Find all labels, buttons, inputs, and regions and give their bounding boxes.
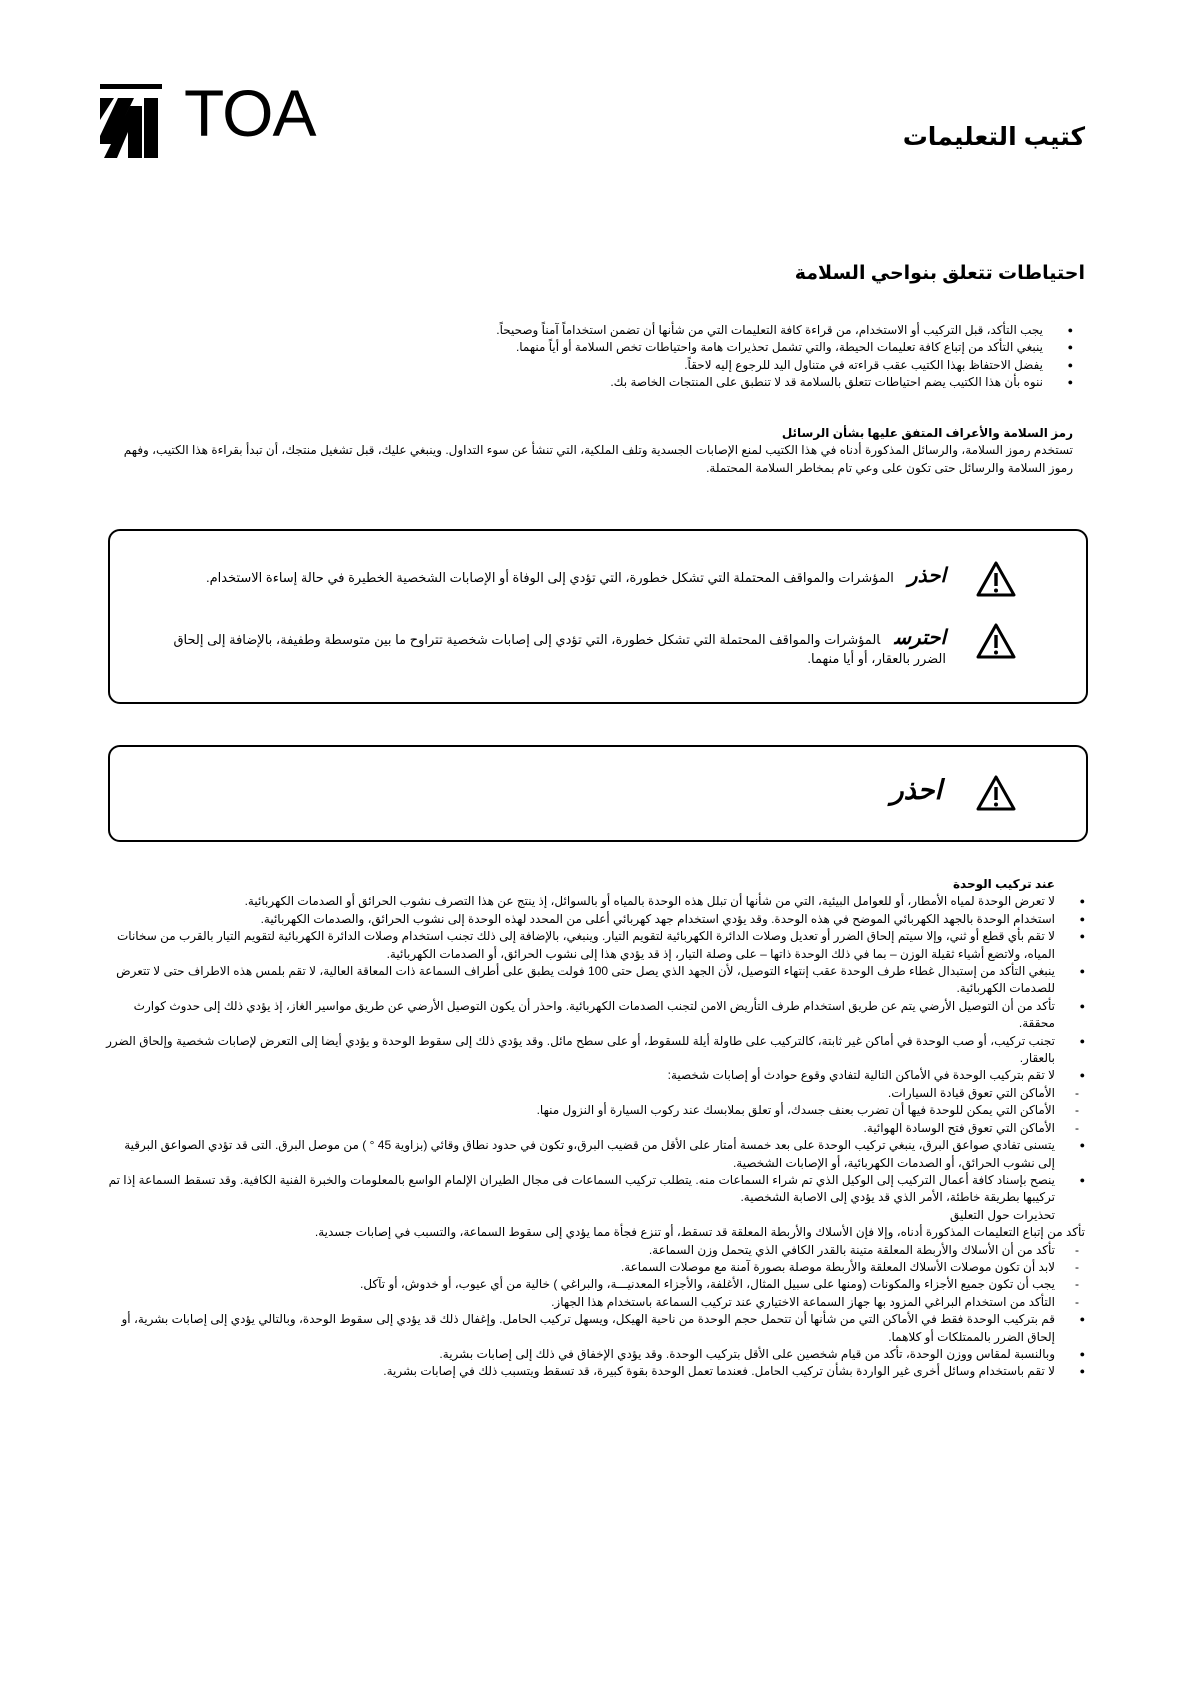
- list-item: - لابد أن تكون موصلات الأسلاك المعلقة والأربطة موصلة بصورة آمنة مع موصلات السماعة.: [105, 1259, 1085, 1276]
- intro-section: [113, 322, 1073, 392]
- install-section: [105, 876, 1085, 1381]
- list-item: ● وبالنسبة لمقاس ووزن الوحدة، تأكد من قيام شخصين على الأقل بتركيب الوحدة. وقد يؤدي الإخفاق في ذلك إلى إصابات بشرية.: [105, 1346, 1085, 1363]
- symbols-section: [113, 425, 1073, 477]
- install-places-list: [105, 1085, 1085, 1137]
- install-heading: عند تركيب الوحدة: [952, 877, 1055, 891]
- warning-triangle-icon: [976, 561, 1016, 597]
- list-item: ● لا تقم بأي قطع أو ثني، وإلا سيتم إلحاق الضرر أو تعديل وصلات الدائرة الكهربائية لتقويم التيار. وينبغي، بالإضافة إلى ذلك تجنب استخدام وصلات الدائرة الكهربائية لتقويم التيار بالقرب من سخانات المياه، ولاتضع أشياء ثقيلة الوزن – بما في ذلك الوحدة ذاتها – على وصلة التيار، إذ قد يؤدي هذا إلى نشوب الحرائق، أو الصدمات الكهربائية.: [105, 928, 1085, 963]
- warning-banner-box: [108, 745, 1088, 842]
- toa-logo: [100, 76, 330, 158]
- safety-heading: احتياطات تتعلق بنواحي السلامة: [794, 263, 1085, 284]
- warning-triangle-icon: [976, 623, 1016, 659]
- list-item: ● يجب التأكد، قبل التركيب أو الاستخدام، من قراءة كافة التعليمات التي من شأنها أن تضمن استخداماً آمناً وصحيحاً.: [113, 322, 1073, 339]
- list-item: ● تجنب تركيب، أو صب الوحدة في أماكن غير ثابتة، كالتركيب على طاولة أيلة للسقوط، أو على سطح مائل. وقد يؤدي ذلك إلى سقوط الوحدة و يؤدي أيضا إلى التعرض لإصابات شخصية وإلحاق الضرر بالعقار.: [105, 1033, 1085, 1068]
- list-item: ● يفضل الاحتفاظ بهذا الكتيب عقب قراءته في متناول اليد للرجوع إليه لاحقاً.: [113, 357, 1073, 374]
- install-bullet-list-c: [105, 1311, 1085, 1381]
- list-item: ● يتسنى تفادي صواعق البرق، ينبغي تركيب الوحدة على بعد خمسة أمتار على الأقل من قضيب البرق،و تكون في حدود نطاق وقائي (بزاوية 45 ° ) من موصل البرق. التى قد تؤدي الصواعق البرقية إلى نشوب الحرائق، أو الصدمات الكهربائية، أو الإصابات الشخصية.: [105, 1137, 1085, 1172]
- list-item: ● تأكد من أن التوصيل الأرضي يتم عن طريق استخدام طرف التأريض الامن لتجنب الصدمات الكهربائية. واحذر أن يكون التوصيل الأرضي عن طريق مواسير الغاز، إذ يؤدي ذلك إلى حدوث كوارث محققة.: [105, 998, 1085, 1033]
- list-item: ● ننوه بأن هذا الكتيب يضم احتياطات تتعلق بالسلامة قد لا تنطبق على المنتجات الخاصة بك.: [113, 374, 1073, 391]
- toa-logo-text: TOA: [184, 76, 316, 150]
- list-item: ● لا تقم باستخدام وسائل أخرى غير الواردة بشأن تركيب الحامل. فعندما تعمل الوحدة بقوة كبيرة، قد تسقط ويتسبب ذلك في إصابات بشرية.: [105, 1363, 1085, 1380]
- list-item: ● ينصح بإسناد كافة أعمال التركيب إلى الوكيل الذي تم شراء السماعات منه. يتطلب تركيب السماعات فى مجال الطيران الإلمام الواسع بالمعلومات والخبرة الفنية الكافية. وقد تسقط السماعة إذا تم تركيبها بطريقة خاطئة، الأمر الذي قد يؤدي إلى الاصابة الشخصية.: [105, 1172, 1085, 1207]
- page-title: كتيب التعليمات: [902, 123, 1085, 151]
- warning-description: المؤشرات والمواقف المحتملة التي تشكل خطورة، التي تؤدي إلى الوفاة أو الإصابات الشخصية الخطيرة في حالة إساءة الاستخدام.: [205, 570, 894, 585]
- list-item: ● ينبغي التأكد من إستبدال غطاء طرف الوحدة عقب إنتهاء التوصيل، لأن الجهد الذي يصل حتى 100 فولت يطبق على أطراف السماعة ذات المعاقة العالية، لا تقم بلمس هذه الاطراف حتى لا تتعرض للصدمات الكهربائية.: [105, 963, 1085, 998]
- list-item: ● لا تعرض الوحدة لمياه الأمطار، أو للعوامل البيئية، التي من شأنها أن تبلل هذه الوحدة بالمياه أو بالسوائل، إذ ينتج عن هذا التصرف نشوب الحرائق أو الصدمات الكهربائية.: [105, 893, 1085, 910]
- warning-legend-row: [146, 567, 946, 587]
- list-item: ● ينبغي التأكد من إتباع كافة تعليمات الحيطة، والتي تشمل تحذيرات هامة واحتياطات تخص السلامة أو أياً منهما.: [113, 339, 1073, 356]
- list-item: ● قم بتركيب الوحدة فقط في الأماكن التي من شأنها أن تتحمل حجم الوحدة من ناحية الهيكل، ويسهل تركيب الحامل. وإغفال ذلك قد يؤدي إلى سقوط الوحدة، وبالتالي يؤدي إلى إصابات بشرية، أو إلحاق الضرر بالممتلكات أو كلاهما.: [105, 1311, 1085, 1346]
- install-bullet-list-a: [105, 893, 1085, 1084]
- list-item: - التأكد من استخدام البراغي المزود بها جهاز السماعة الاختياري عند تركيب السماعة باستخدام هذا الجهاز.: [105, 1294, 1085, 1311]
- warning-banner-keyword: احذر: [890, 775, 942, 805]
- list-item: - الأماكن التي تعوق قيادة السيارات.: [105, 1085, 1085, 1102]
- list-item: - يجب أن تكون جميع الأجزاء والمكونات (ومنها على سبيل المثال، الأغلفة، والأجزاء المعدنيـــة، والبراغي ) خالية من أي عيوب، أو خدوش، أو تآكل.: [105, 1276, 1085, 1293]
- caution-keyword: احترس: [894, 627, 946, 649]
- list-item: ● استخدام الوحدة بالجهد الكهربائي الموضح في هذه الوحدة. وقد يؤدي استخدام جهد كهربائي أعلى من المحدد لهذه الوحدة إلى نشوب الحرائق، والصدمات الكهربائية.: [105, 911, 1085, 928]
- caution-description: المؤشرات والمواقف المحتملة التي تشكل خطورة، التي تؤدي إلى إصابات شخصية تتراوح ما بين متوسطة وطفيفة، بالإضافة إلى إلحاق الضرر بالعقار، أو أيا منهما.: [173, 632, 946, 666]
- install-bullet-list-b: [105, 1137, 1085, 1207]
- list-item: ● لا تقم بتركيب الوحدة في الأماكن التالية لتفادي وقوع حوادث أو إصابات شخصية:: [105, 1067, 1085, 1084]
- intro-bullet-list: [113, 322, 1073, 392]
- warning-keyword: احذر: [907, 565, 946, 587]
- warning-legend-box: [108, 529, 1088, 704]
- list-item: - الأماكن التي يمكن للوحدة فيها أن تضرب بعنف جسدك، أو تعلق بملابسك عند ركوب السيارة أو النزول منها.: [105, 1102, 1085, 1119]
- toa-logo-mark: [100, 84, 180, 158]
- symbols-heading: رمز السلامة والأعراف المتفق عليها بشأن الرسائل: [781, 426, 1073, 440]
- list-item: - تأكد من أن الأسلاك والأربطة المعلقة متينة بالقدر الكافي الذي يتحمل وزن السماعة.: [105, 1242, 1085, 1259]
- suspension-intro: تأكد من إتباع التعليمات المذكورة أدناه، وإلا فإن الأسلاك والأربطة المعلقة قد تسقط، أو تنزع فجأة مما يؤدي إلى سقوط السماعة، والتسبب في إصابات جسدية.: [314, 1225, 1085, 1240]
- symbols-paragraph: تستخدم رموز السلامة، والرسائل المذكورة أدناه في هذا الكتيب لمنع الإصابات الجسدية وتلف الملكية، التي تنشأ عن سوء التداول. وينبغي عليك، قبل تشغيل منتجك، أن تبدأ بقراءة هذا الكتيب، وفهم رموز السلامة والرسائل حتى تكون على وعي تام بمخاطر السلامة المحتملة.: [123, 443, 1073, 475]
- caution-legend-row: [146, 629, 946, 668]
- list-item: - الأماكن التي تعوق فتح الوسادة الهوائية.: [105, 1120, 1085, 1137]
- warning-triangle-icon: [976, 775, 1016, 811]
- suspension-heading: تحذيرات حول التعليق: [950, 1207, 1055, 1222]
- suspension-list: [105, 1242, 1085, 1312]
